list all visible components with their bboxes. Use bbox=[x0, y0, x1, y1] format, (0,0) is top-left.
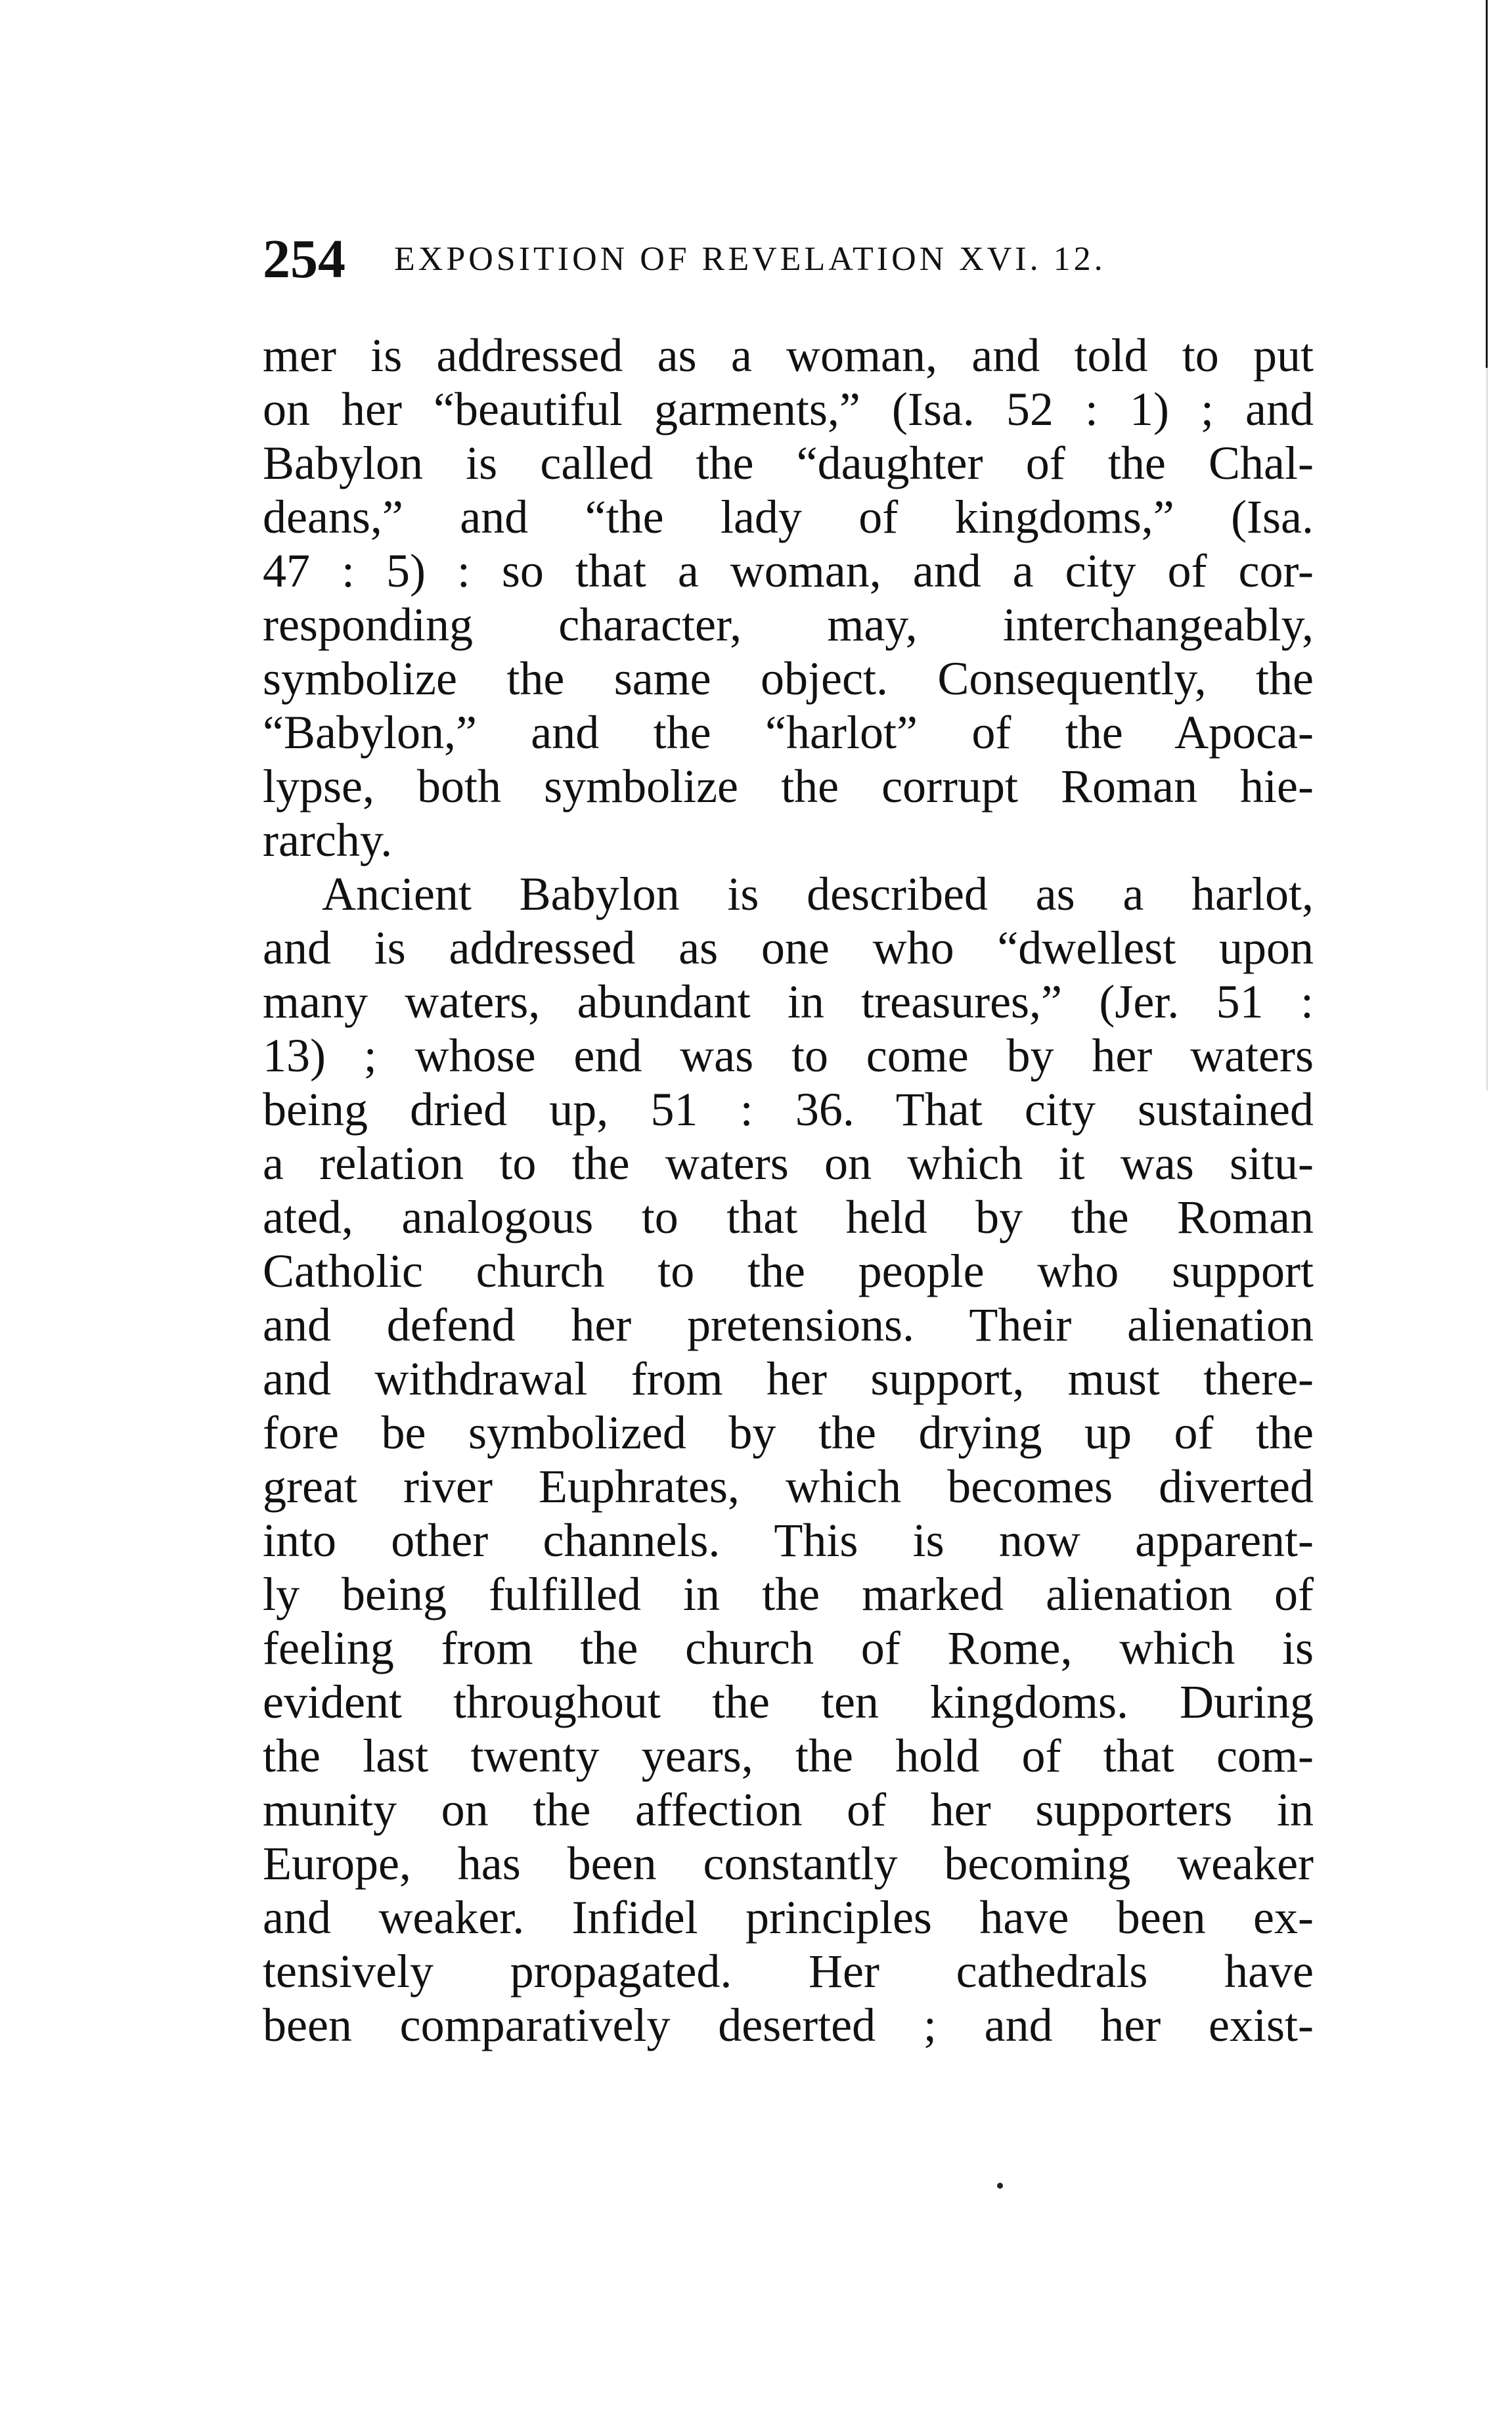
text-line: and is addressed as one who “dwellest upon bbox=[263, 922, 1314, 974]
text-line: the last twenty years, the hold of that com- bbox=[263, 1730, 1314, 1782]
text-line: evident throughout the ten kingdoms. During bbox=[263, 1676, 1314, 1728]
text-line: feeling from the church of Rome, which is bbox=[263, 1622, 1314, 1674]
text-line: on her “beautiful garments,” (Isa. 52 : 1) ; and bbox=[263, 383, 1314, 436]
text-line: 47 : 5) : so that a woman, and a city of cor- bbox=[263, 545, 1314, 597]
text-line: Catholic church to the people who support bbox=[263, 1245, 1314, 1297]
text-line: Europe, has been constantly becoming weaker bbox=[263, 1837, 1314, 1890]
paragraph-first-line: Ancient Babylon is described as a harlot, bbox=[322, 868, 1314, 920]
ink-speck bbox=[997, 2183, 1003, 2189]
text-line: mer is addressed as a woman, and told to put bbox=[263, 329, 1314, 382]
text-line: into other channels. This is now apparent- bbox=[263, 1514, 1314, 1567]
text-line: ly being fulfilled in the marked alienation of bbox=[263, 1568, 1314, 1620]
text-line: responding character, may, interchangeably, bbox=[263, 598, 1314, 651]
text-line: a relation to the waters on which it was situ- bbox=[263, 1137, 1314, 1190]
page-header bbox=[263, 223, 1340, 296]
page-edge-line bbox=[1486, 0, 1488, 368]
text-line: ated, analogous to that held by the Roman bbox=[263, 1191, 1314, 1243]
text-line: and defend her pretensions. Their alienation bbox=[263, 1299, 1314, 1351]
text-line: fore be symbolized by the drying up of the bbox=[263, 1406, 1314, 1459]
running-head: EXPOSITION OF REVELATION XVI. 12. bbox=[394, 240, 1106, 278]
text-line: tensively propagated. Her cathedrals have bbox=[263, 1945, 1314, 1998]
text-line: deans,” and “the lady of kingdoms,” (Isa. bbox=[263, 491, 1314, 543]
text-line: being dried up, 51 : 36. That city sustained bbox=[263, 1083, 1314, 1136]
text-line: many waters, abundant in treasures,” (Jer. 51 : bbox=[263, 975, 1314, 1028]
page-number: 254 bbox=[263, 229, 345, 290]
text-line: symbolize the same object. Consequently, the bbox=[263, 652, 1314, 705]
text-line: 13) ; whose end was to come by her waters bbox=[263, 1029, 1314, 1082]
text-line: munity on the affection of her supporters in bbox=[263, 1783, 1314, 1836]
body-text bbox=[263, 328, 1314, 2052]
text-line: “Babylon,” and the “harlot” of the Apoca- bbox=[263, 706, 1314, 759]
paragraph-last-line: rarchy. bbox=[263, 814, 393, 866]
text-line: Babylon is called the “daughter of the Chal- bbox=[263, 437, 1314, 489]
text-line: lypse, both symbolize the corrupt Roman hie- bbox=[263, 760, 1314, 813]
text-line: been comparatively deserted ; and her exist- bbox=[263, 1999, 1314, 2051]
page-edge-line-faint bbox=[1486, 368, 1488, 1090]
text-line: and withdrawal from her support, must there- bbox=[263, 1352, 1314, 1405]
text-line: and weaker. Infidel principles have been ex- bbox=[263, 1891, 1314, 1944]
text-line: great river Euphrates, which becomes diverted bbox=[263, 1460, 1314, 1513]
